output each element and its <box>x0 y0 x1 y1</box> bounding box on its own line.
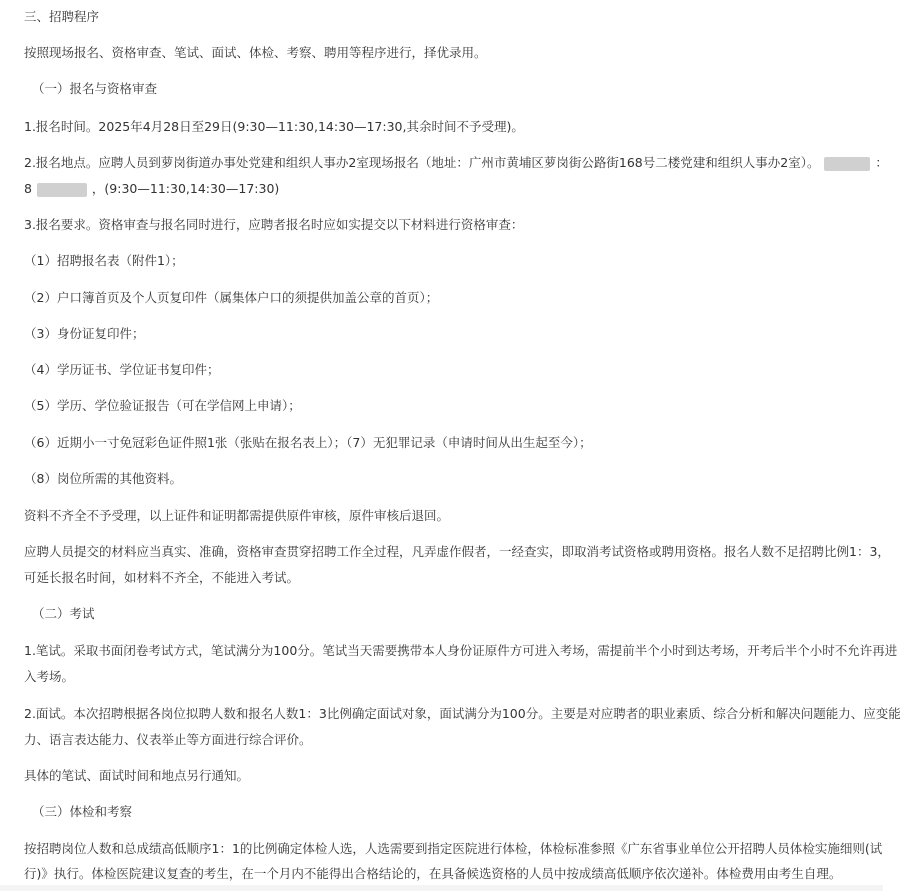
intro-paragraph: 按照现场报名、资格审查、笔试、面试、体检、考察、聘用等程序进行，择优录用。 <box>24 45 487 60</box>
registration-location <box>24 154 888 172</box>
registration-requirements: 3.报名要求。资格审查与报名同时进行，应聘者报名时应如实提交以下材料进行资格审查： <box>24 217 524 232</box>
contact-line <box>24 180 279 198</box>
written-exam-line2: 入考场。 <box>24 669 75 684</box>
registration-time: 1.报名时间。2025年4月28日至29日(9:30—11:30,14:30—17:30,其余时间不予受理)。 <box>24 119 524 134</box>
subsection-title-exam: （二）考试 <box>32 606 95 621</box>
note-documents: 资料不齐全不予受理，以上证件和证明都需提供原件审核，原件审核后退回。 <box>24 508 450 523</box>
list-item: （4）学历证书、学位证书复印件； <box>24 362 220 377</box>
medical-exam-line1: 按招聘岗位人数和总成绩高低顺序1：1的比例确定体检人选，人选需要到指定医院进行体检，体检标准参照《广东省事业单位公开招聘人员体检实施细则(试 <box>24 841 883 856</box>
phone-prefix: 8 <box>24 181 32 196</box>
colon: ： <box>875 155 888 170</box>
subsection-title-registration: （一）报名与资格审查 <box>32 81 158 96</box>
list-item: （3）身份证复印件； <box>24 326 145 341</box>
list-item: （5）学历、学位验证报告（可在学信网上申请）； <box>24 398 301 413</box>
redacted-block <box>824 157 870 171</box>
exam-schedule-note: 具体的笔试、面试时间和地点另行通知。 <box>24 768 250 783</box>
interview-line1: 2.面试。本次招聘根据各岗位拟聘人数和报名人数1：3比例确定面试对象，面试满分为100分。主要是对应聘者的职业素质、综合分析和解决问题能力、应变能 <box>24 706 901 721</box>
section-heading: 三、招聘程序 <box>24 9 100 24</box>
written-exam-line1: 1.笔试。采取书面闭卷考试方式，笔试满分为100分。笔试当天需要携带本人身份证原件方可进入考场，需提前半个小时到达考场，开考后半个小时不允许再进 <box>24 643 898 658</box>
list-item: （6）近期小一寸免冠彩色证件照1张（张贴在报名表上）；（7）无犯罪记录（申请时间从出生起至今）； <box>24 435 592 450</box>
contact-hours: ，(9:30—11:30,14:30—17:30) <box>91 181 280 196</box>
medical-exam-line2: 行)》执行。体检医院建议复查的考生，在一个月内不能得出合格结论的，在具备候选资格的人员中按成绩高低顺序依次递补。体检费用由考生自理。 <box>24 866 842 881</box>
list-item: （8）岗位所需的其他资料。 <box>24 471 182 486</box>
registration-location-text: 2.报名地点。应聘人员到萝岗街道办事处党建和组织人事办2室现场报名（地址：广州市黄埔区萝岗街公路街168号二楼党建和组织人事办2室）。 <box>24 155 820 170</box>
subsection-title-medical: （三）体检和考察 <box>32 804 133 819</box>
note-authenticity-line2: 可延长报名时间，如材料不齐全，不能进入考试。 <box>24 570 300 585</box>
interview-line2: 力、语言表达能力、仪表举止等方面进行综合评价。 <box>24 732 312 747</box>
bottom-edge <box>0 885 883 891</box>
list-item: （1）招聘报名表（附件1）； <box>24 253 184 268</box>
note-authenticity-line1: 应聘人员提交的材料应当真实、准确，资格审查贯穿招聘工作全过程，凡弄虚作假者，一经查实，即取消考试资格或聘用资格。报名人数不足招聘比例1：3， <box>24 544 890 559</box>
redacted-phone <box>37 183 87 197</box>
list-item: （2）户口簿首页及个人页复印件（属集体户口的须提供加盖公章的首页）； <box>24 290 439 305</box>
